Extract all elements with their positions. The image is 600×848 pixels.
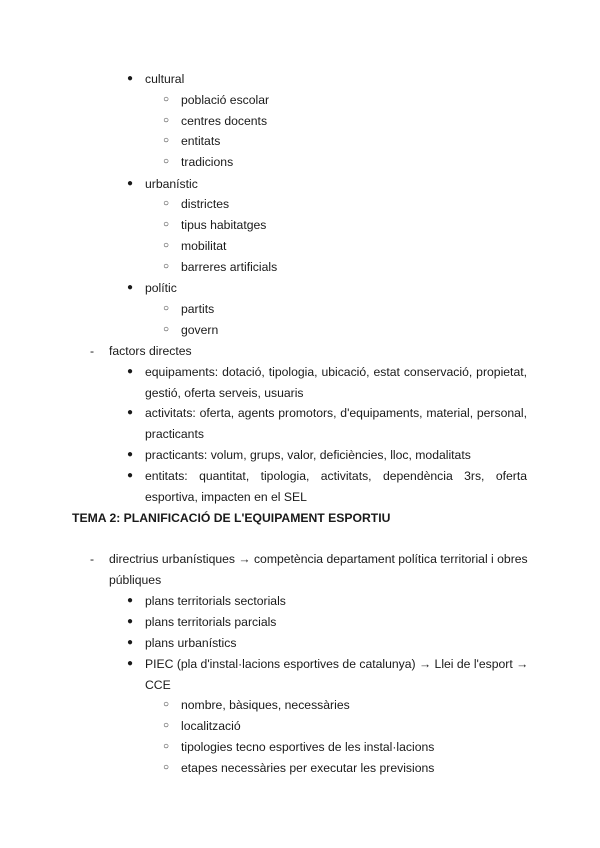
list-item: mobilitat (181, 239, 227, 253)
list-item: entitats (181, 134, 221, 148)
bullet-circle: ○ (163, 115, 170, 126)
list-item: etapes necessàries per executar les previsions (181, 761, 435, 775)
bullet-circle: ○ (163, 741, 170, 752)
list-item: nombre, bàsiques, necessàries (181, 698, 350, 712)
bullet-circle: ○ (163, 94, 170, 105)
list-item: plans territorials sectorials (145, 594, 286, 608)
list-item-continuation: esportiva, impacten en el SEL (145, 490, 307, 504)
list-item: població escolar (181, 93, 270, 107)
list-item-directrius: directrius urbanístiques → competència departament política territorial i obres (109, 552, 528, 566)
list-item-cultural: cultural (145, 72, 185, 86)
list-item-continuation: gestió, oferta serveis, usuaris (145, 386, 304, 400)
bullet-dot: ● (127, 470, 134, 481)
list-item-piec: PIEC (pla d'instal·lacions esportives de catalunya) → Llei de l'esport → (145, 657, 529, 671)
list-item-continuation: practicants (145, 427, 204, 441)
list-item: tipus habitatges (181, 218, 267, 232)
bullet-dot: ● (127, 282, 134, 293)
list-item: tradicions (181, 155, 234, 169)
bullet-dot: ● (127, 366, 134, 377)
bullet-circle: ○ (163, 324, 170, 335)
list-item-continuation: CCE (145, 678, 171, 692)
bullet-dot: ● (127, 73, 134, 84)
bullet-dot: ● (127, 658, 134, 669)
list-item: tipologies tecno esportives de les instal·lacions (181, 740, 435, 754)
bullet-circle: ○ (163, 135, 170, 146)
section-heading: TEMA 2: PLANIFICACIÓ DE L'EQUIPAMENT ESPORTIU (72, 511, 391, 525)
bullet-circle: ○ (163, 261, 170, 272)
list-item-continuation: públiques (109, 573, 162, 587)
bullet-circle: ○ (163, 762, 170, 773)
bullet-dot: ● (127, 449, 134, 460)
bullet-dot: ● (127, 407, 134, 418)
list-item: localització (181, 719, 241, 733)
list-item-factors-directes: factors directes (109, 344, 192, 358)
list-item: barreres artificials (181, 260, 278, 274)
list-item: centres docents (181, 114, 268, 128)
list-item-urbanistic: urbanístic (145, 177, 198, 191)
list-item: govern (181, 323, 219, 337)
bullet-circle: ○ (163, 240, 170, 251)
bullet-dot: ● (127, 595, 134, 606)
bullet-dash: - (90, 552, 95, 566)
list-item: plans territorials parcials (145, 615, 277, 629)
list-item: plans urbanístics (145, 636, 237, 650)
bullet-circle: ○ (163, 720, 170, 731)
bullet-dot: ● (127, 637, 134, 648)
list-item-activitats: activitats: oferta, agents promotors, d'equipaments, material, personal, (145, 406, 527, 420)
bullet-dot: ● (127, 616, 134, 627)
bullet-dash: - (90, 344, 95, 358)
list-item-entitats: entitats: quantitat, tipologia, activitats, dependència 3rs, oferta (145, 469, 527, 483)
list-item-politic: polític (145, 281, 177, 295)
bullet-circle: ○ (163, 219, 170, 230)
list-item: districtes (181, 197, 230, 211)
list-item-practicants: practicants: volum, grups, valor, deficiències, lloc, modalitats (145, 448, 471, 462)
bullet-circle: ○ (163, 303, 170, 314)
bullet-circle: ○ (163, 198, 170, 209)
bullet-circle: ○ (163, 699, 170, 710)
list-item: partits (181, 302, 215, 316)
list-item-equipaments: equipaments: dotació, tipologia, ubicació, estat conservació, propietat, (145, 365, 527, 379)
bullet-circle: ○ (163, 156, 170, 167)
bullet-dot: ● (127, 178, 134, 189)
